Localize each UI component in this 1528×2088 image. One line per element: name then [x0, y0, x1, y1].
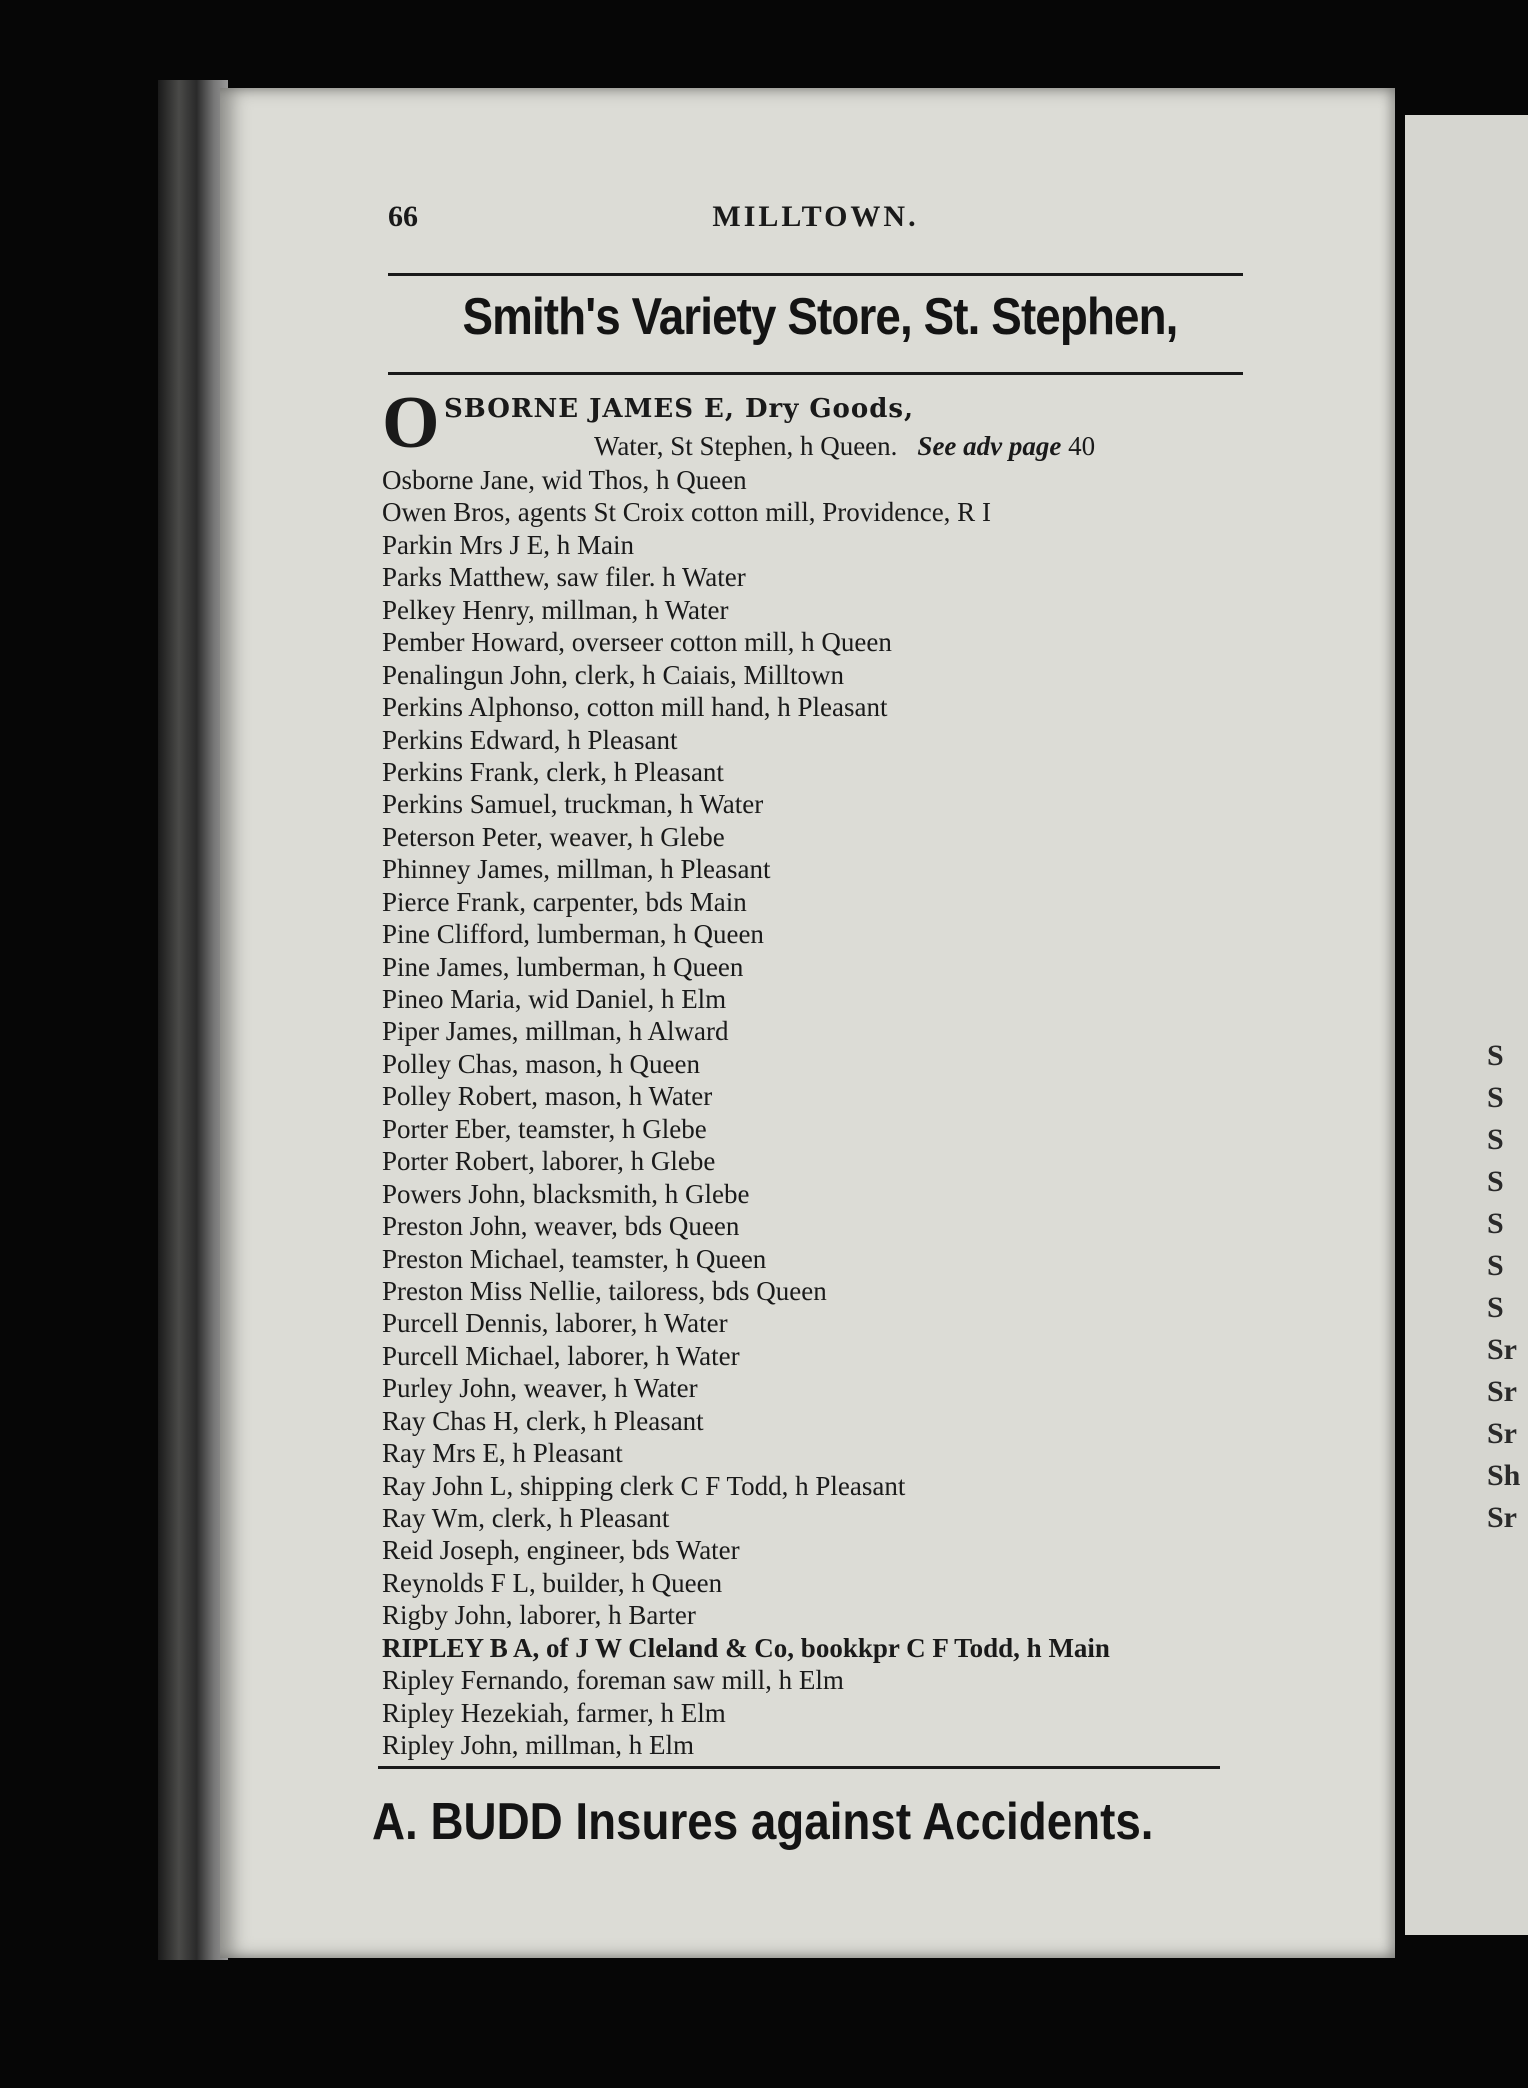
- list-item: Owen Bros, agents St Croix cotton mill, Providence, R I: [382, 497, 991, 528]
- list-item: Parkin Mrs J E, h Main: [382, 529, 634, 560]
- list-item: Piper James, millman, h Alward: [382, 1016, 729, 1047]
- running-head: [388, 200, 1243, 240]
- list-item: Penalingun John, clerk, h Caiais, Milltown: [382, 659, 844, 690]
- bottom-advertisement: A. BUDD Insures against Accidents.: [372, 1793, 1154, 1851]
- list-item: Polley Robert, mason, h Water: [382, 1081, 713, 1112]
- book-spine-edge: [158, 80, 228, 1960]
- list-item: Pelkey Henry, millman, h Water: [382, 594, 729, 625]
- facing-page-fragment: S S S S S S S Sr Sr Sr Sh Sr: [1487, 1039, 1521, 1534]
- list-item: Powers John, blacksmith, h Glebe: [382, 1178, 750, 1209]
- list-item: Perkins Samuel, truckman, h Water: [382, 789, 764, 820]
- list-item: Phinney James, millman, h Pleasant: [382, 854, 771, 885]
- list-item: Porter Robert, laborer, h Glebe: [382, 1146, 716, 1177]
- list-item: Peterson Peter, weaver, h Glebe: [382, 821, 725, 852]
- ad-rule: [388, 372, 1243, 375]
- list-item: Perkins Alphonso, cotton mill hand, h Pleasant: [382, 692, 888, 723]
- list-item: Osborne Jane, wid Thos, h Queen: [382, 465, 747, 495]
- header-rule: [388, 273, 1243, 276]
- see-adv-reference: See adv page: [917, 431, 1062, 461]
- featured-entry-name: SBORNE JAMES E, Dry Goods,: [444, 394, 915, 424]
- featured-entry-address: Water, St Stephen, h Queen. See adv page 40: [594, 431, 1096, 461]
- list-item: Reid Joseph, engineer, bds Water: [382, 1535, 740, 1566]
- list-item: Parks Matthew, saw filer. h Water: [382, 562, 746, 593]
- list-item: Pineo Maria, wid Daniel, h Elm: [382, 984, 727, 1014]
- list-item: Ray Wm, clerk, h Pleasant: [382, 1503, 670, 1533]
- list-item: Rigby John, laborer, h Barter: [382, 1600, 696, 1631]
- featured-entry: [382, 382, 1262, 464]
- list-item: Polley Chas, mason, h Queen: [382, 1048, 700, 1079]
- list-item: Purcell Dennis, laborer, h Water: [382, 1308, 728, 1339]
- list-item: Purcell Michael, laborer, h Water: [382, 1340, 740, 1371]
- list-item: Ray John L, shipping clerk C F Todd, h Pleasant: [382, 1470, 906, 1501]
- footer-rule: [378, 1766, 1220, 1769]
- list-item: Perkins Edward, h Pleasant: [382, 724, 678, 755]
- list-item: Ray Mrs E, h Pleasant: [382, 1438, 623, 1469]
- list-item: Ray Chas H, clerk, h Pleasant: [382, 1405, 704, 1436]
- adv-page-number: 40: [1068, 431, 1096, 461]
- directory-entries: [382, 382, 1262, 1762]
- list-item: Ripley Hezekiah, farmer, h Elm: [382, 1697, 726, 1728]
- facing-page: [1405, 115, 1528, 1935]
- drop-cap: O: [382, 382, 440, 464]
- list-item: Pine James, lumberman, h Queen: [382, 951, 744, 982]
- list-item: Purley John, weaver, h Water: [382, 1373, 698, 1404]
- list-item: Preston Miss Nellie, tailoress, bds Queen: [382, 1275, 827, 1306]
- list-item: Preston Michael, teamster, h Queen: [382, 1243, 767, 1274]
- page-number: 66: [388, 200, 418, 233]
- list-item: Reynolds F L, builder, h Queen: [382, 1567, 723, 1598]
- list-item: Ripley John, millman, h Elm: [382, 1730, 694, 1761]
- page-title: MILLTOWN.: [712, 200, 919, 233]
- list-item: RIPLEY B A, of J W Cleland & Co, bookkpr C F Todd, h Main: [382, 1632, 1110, 1663]
- list-item: Pierce Frank, carpenter, bds Main: [382, 886, 747, 917]
- list-item: Ripley Fernando, foreman saw mill, h Elm: [382, 1665, 844, 1696]
- list-item: Pine Clifford, lumberman, h Queen: [382, 919, 764, 950]
- list-item: Porter Eber, teamster, h Glebe: [382, 1113, 707, 1144]
- list-item: Preston John, weaver, bds Queen: [382, 1211, 740, 1242]
- list-item: Pember Howard, overseer cotton mill, h Queen: [382, 627, 892, 658]
- list-item: Perkins Frank, clerk, h Pleasant: [382, 756, 724, 787]
- top-advertisement: Smith's Variety Store, St. Stephen,: [462, 288, 1178, 346]
